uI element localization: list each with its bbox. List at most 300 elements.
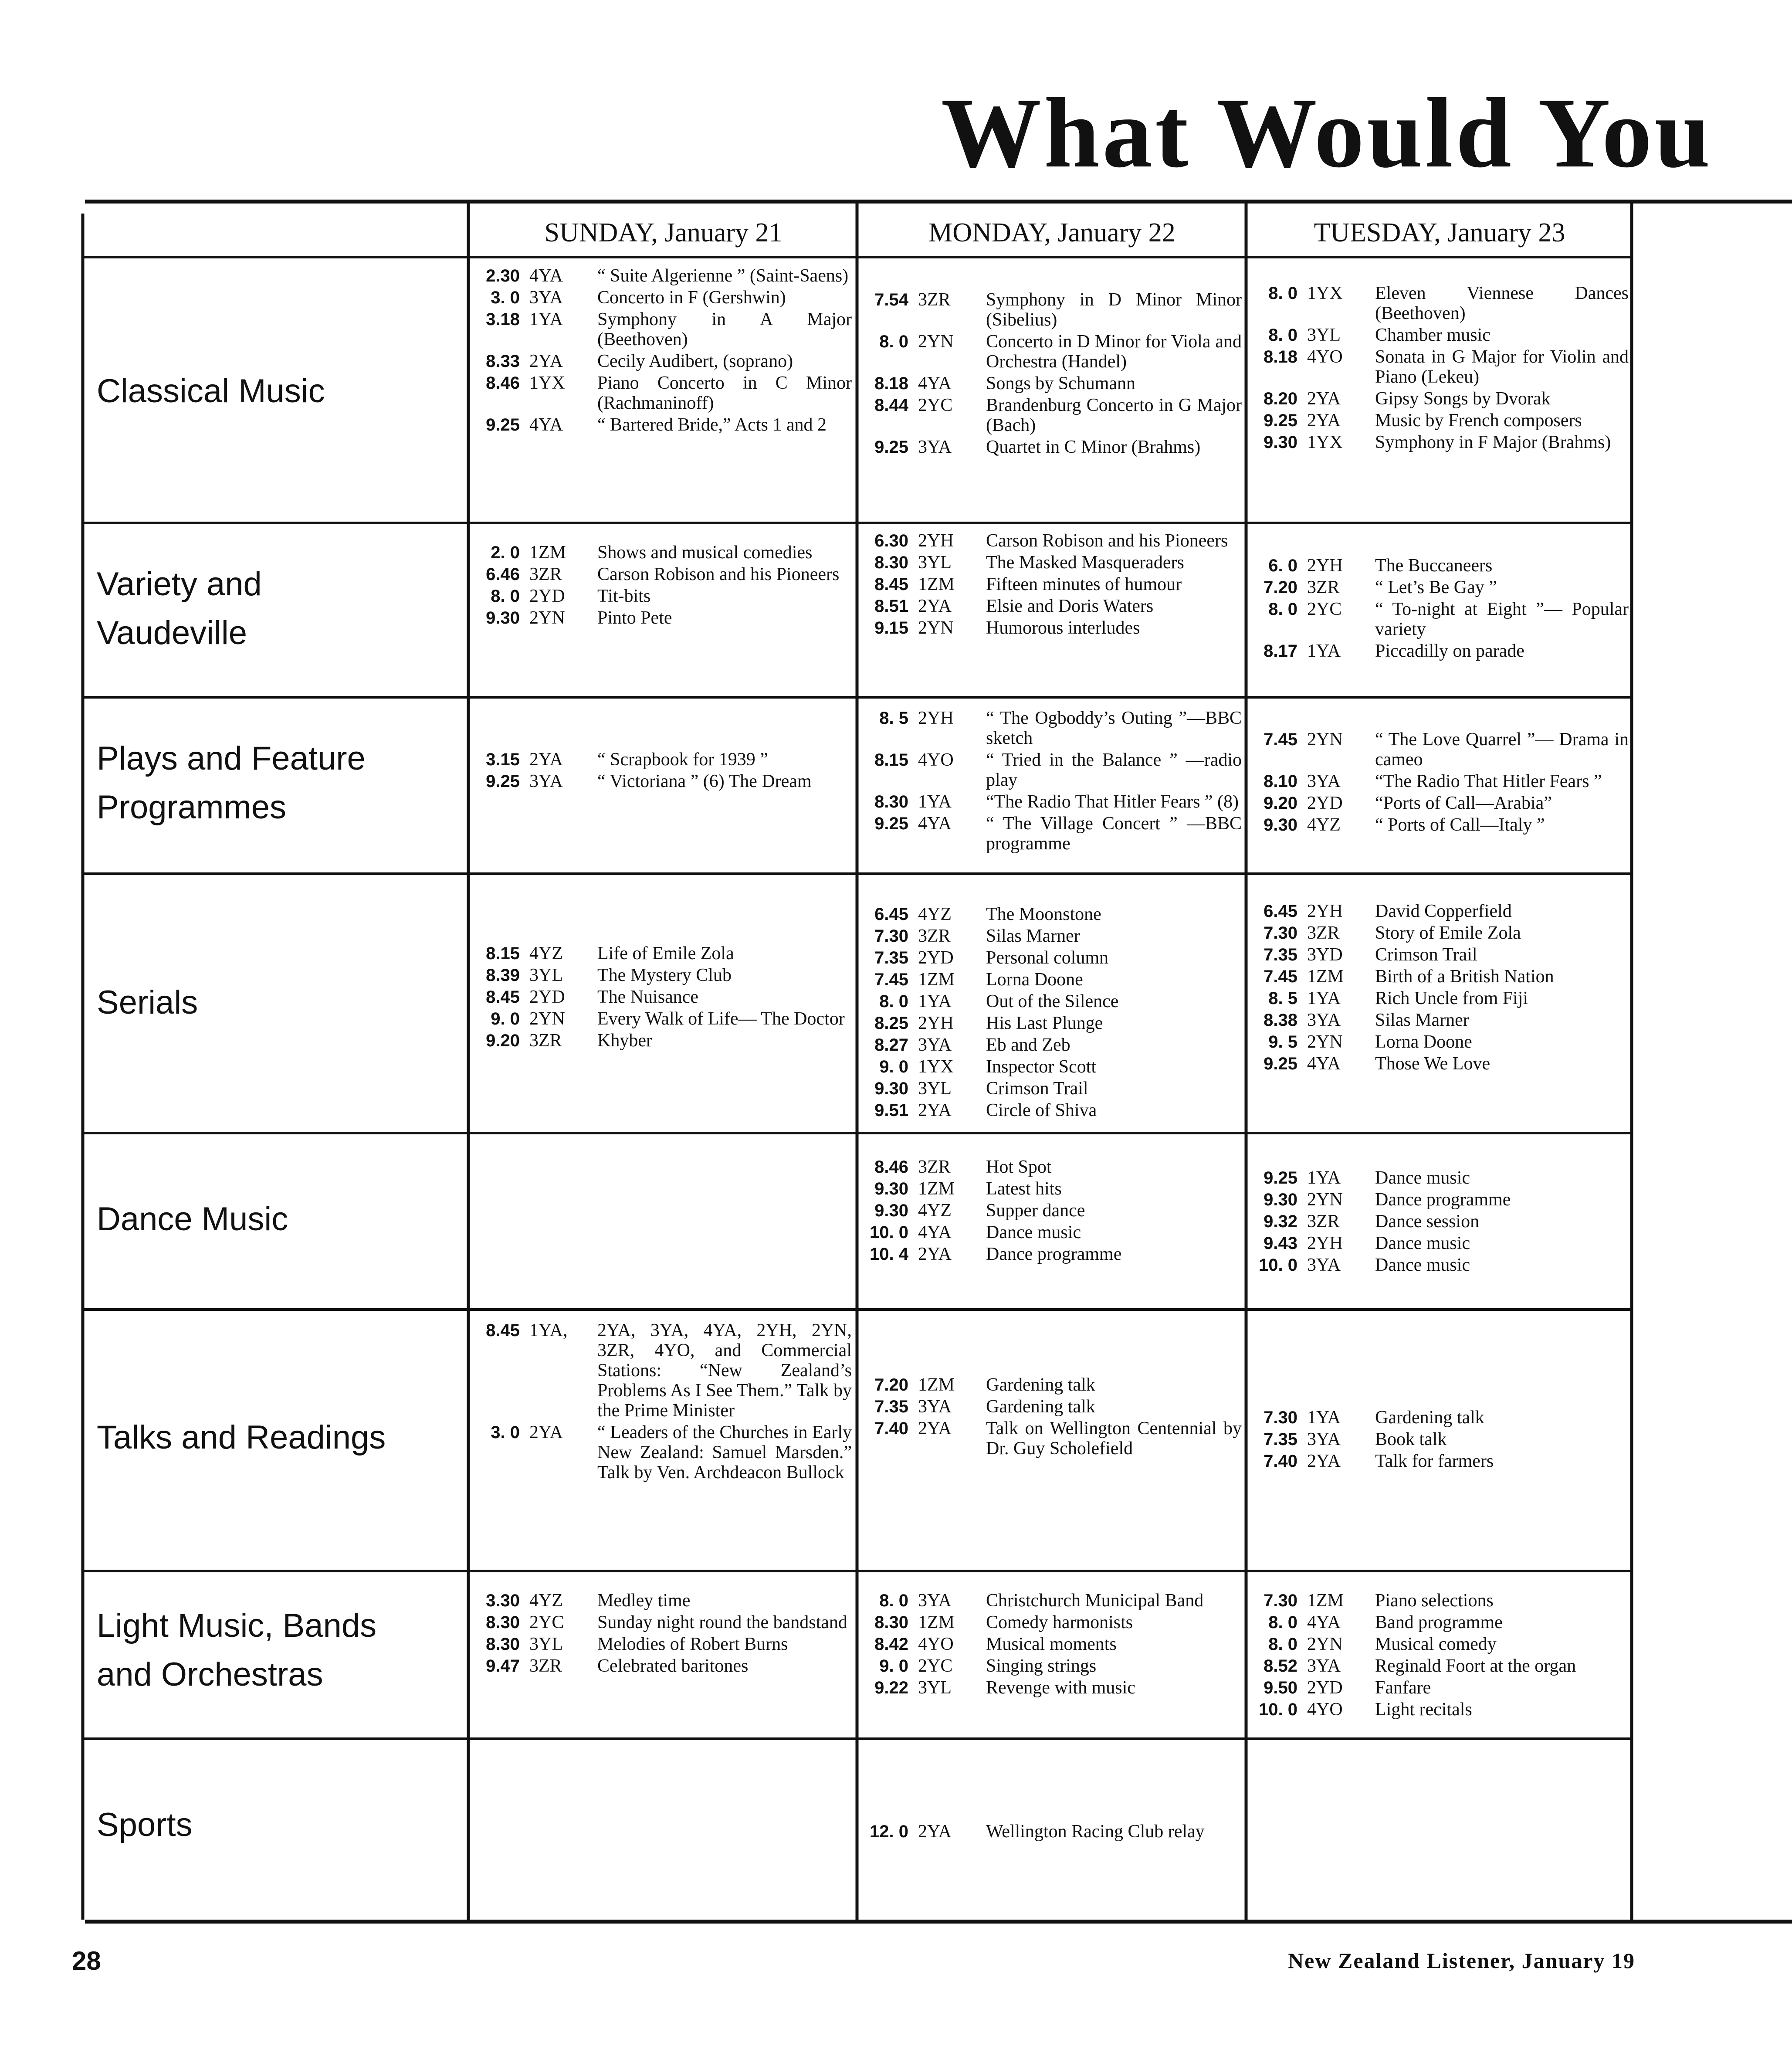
schedule-entry <box>861 1612 1242 1632</box>
entry-station: 2YD <box>529 586 565 606</box>
entry-station: 3YL <box>529 1634 563 1654</box>
entry-time: 9.25 <box>486 772 520 791</box>
entry-time: 9.25 <box>1264 411 1297 430</box>
entry-time: 9.20 <box>486 1031 520 1050</box>
entry-time: 9.15 <box>874 618 908 638</box>
entry-time: 8. 0 <box>1268 284 1297 303</box>
entry-time: 6. 0 <box>1268 556 1297 575</box>
schedule-entry <box>861 332 1242 372</box>
schedule-entry <box>1250 1700 1629 1720</box>
entry-station: 2YN <box>1307 1190 1343 1210</box>
entry-time: 9.43 <box>1264 1234 1297 1253</box>
entry-programme: “The Radio That Hitler Fears ” (8) <box>986 792 1239 812</box>
page-title: What Would You <box>941 77 1713 188</box>
entry-station: 3ZR <box>1307 923 1340 943</box>
entry-time: 8.46 <box>486 373 520 393</box>
cell-talks-monday <box>861 1375 1242 1460</box>
entry-station: 1YA <box>529 309 563 329</box>
schedule-entry <box>1250 411 1629 431</box>
entry-programme: Songs by Schumann <box>986 373 1136 394</box>
entry-time: 8.18 <box>874 374 908 393</box>
schedule-entry <box>1250 730 1629 770</box>
entry-programme: Light recitals <box>1375 1700 1472 1720</box>
row-label-light-music: Light Music, Bands and Orchestras <box>97 1607 377 1693</box>
schedule-entry <box>861 1634 1242 1654</box>
bottom-rule <box>85 1920 1792 1924</box>
entry-time: 9.20 <box>1264 794 1297 813</box>
entry-station: 4YZ <box>1307 815 1341 835</box>
entry-programme: Silas Marner <box>1375 1010 1469 1030</box>
cell-plays-tuesday <box>1250 730 1629 837</box>
entry-station: 2YA <box>1307 1451 1341 1471</box>
entry-station: 2YA <box>918 1244 952 1264</box>
schedule-entry <box>861 926 1242 946</box>
schedule-entry <box>473 750 852 770</box>
schedule-entry <box>473 608 852 628</box>
entry-station: 4YZ <box>918 1201 952 1221</box>
entry-time: 9. 0 <box>879 1656 908 1676</box>
schedule-entry <box>861 290 1242 330</box>
entry-station: 1YA, <box>529 1320 568 1340</box>
entry-time: 2.30 <box>486 266 520 285</box>
schedule-entry <box>1250 283 1629 323</box>
schedule-entry <box>861 970 1242 990</box>
schedule-entry <box>861 1057 1242 1077</box>
entry-station: 1YA <box>1307 641 1341 661</box>
schedule-entry <box>861 991 1242 1011</box>
schedule-entry <box>1250 1678 1629 1698</box>
schedule-entry <box>473 1031 852 1051</box>
entry-station: 4YA <box>529 415 563 435</box>
entry-station: 4YO <box>918 750 954 770</box>
entry-time: 7.35 <box>1264 1430 1297 1449</box>
entry-programme: Rich Uncle from Fiji <box>1375 988 1528 1008</box>
entry-station: 3YA <box>918 437 952 457</box>
entry-programme: Lorna Doone <box>1375 1032 1472 1052</box>
cell-serials-monday <box>861 904 1242 1122</box>
entry-time: 7.40 <box>1264 1452 1297 1471</box>
schedule-entry <box>1250 389 1629 409</box>
entry-programme: Comedy harmonists <box>986 1612 1133 1632</box>
entry-programme: “ Leaders of the Churches in Early New Zealand: Samuel Marsden.” Talk by Ven. Archdeacon Bullock <box>597 1422 852 1483</box>
entry-station: 3YA <box>918 1397 952 1417</box>
entry-time: 3.15 <box>486 750 520 769</box>
entry-station: 2YC <box>1307 599 1342 619</box>
entry-station: 1YA <box>1307 988 1341 1008</box>
entry-programme: The Buccaneers <box>1375 556 1493 576</box>
schedule-entry <box>1250 1211 1629 1232</box>
row-label-variety: Variety and Vaudeville <box>97 566 262 651</box>
entry-time: 8.15 <box>486 944 520 963</box>
cell-plays-monday <box>861 708 1242 855</box>
schedule-entry <box>1250 1255 1629 1275</box>
entry-station: 1ZM <box>529 543 566 563</box>
schedule-entry <box>861 553 1242 573</box>
entry-station: 4YO <box>1307 1700 1343 1720</box>
schedule-entry <box>473 266 852 286</box>
schedule-entry <box>1250 325 1629 345</box>
entry-programme: “ Victoriana ” (6) The Dream <box>597 771 812 791</box>
entry-time: 3.30 <box>486 1591 520 1610</box>
entry-time: 3. 0 <box>491 288 520 307</box>
entry-time: 9.30 <box>874 1079 908 1098</box>
entry-time: 8.45 <box>486 1321 520 1340</box>
entry-station: 2YA <box>529 750 563 770</box>
entry-time: 9.25 <box>1264 1168 1297 1188</box>
entry-programme: Personal column <box>986 948 1109 968</box>
entry-programme: Birth of a British Nation <box>1375 967 1554 987</box>
entry-time: 10. 4 <box>870 1245 908 1264</box>
entry-time: 7.45 <box>1264 967 1297 986</box>
schedule-entry <box>1250 1612 1629 1632</box>
entry-programme: Life of Emile Zola <box>597 943 734 964</box>
entry-station: 4YO <box>918 1634 954 1654</box>
schedule-entry <box>1250 1656 1629 1676</box>
entry-station: 2YC <box>918 1656 953 1676</box>
schedule-entry <box>861 1100 1242 1120</box>
schedule-entry <box>1250 771 1629 791</box>
schedule-entry <box>861 792 1242 812</box>
entry-time: 8. 0 <box>1268 1635 1297 1654</box>
entry-station: 4YZ <box>529 943 563 964</box>
entry-time: 7.35 <box>1264 945 1297 964</box>
entry-time: 7.20 <box>1264 578 1297 597</box>
schedule-entry <box>1250 1591 1629 1611</box>
cell-sports-monday <box>861 1822 1242 1843</box>
cell-light-monday <box>861 1591 1242 1700</box>
cell-variety-tuesday <box>1250 556 1629 663</box>
entry-programme: Dance music <box>1375 1233 1470 1253</box>
entry-station: 1ZM <box>918 1179 955 1199</box>
entry-time: 3.18 <box>486 310 520 329</box>
schedule-entry <box>473 373 852 413</box>
schedule-entry <box>473 987 852 1007</box>
schedule-entry <box>861 1157 1242 1177</box>
schedule-entry <box>473 1612 852 1632</box>
entry-programme: Out of the Silence <box>986 991 1119 1011</box>
entry-programme: Supper dance <box>986 1201 1085 1221</box>
entry-programme: “ Tried in the Balance ” —radio play <box>986 750 1242 790</box>
entry-time: 8.27 <box>874 1035 908 1055</box>
schedule-entry <box>861 1244 1242 1264</box>
entry-station: 2YD <box>918 948 954 968</box>
schedule-entry <box>861 708 1242 748</box>
entry-time: 7.30 <box>874 926 908 946</box>
entry-station: 1YA <box>1307 1408 1341 1428</box>
entry-programme: Band programme <box>1375 1612 1503 1632</box>
entry-programme: Melodies of Robert Burns <box>597 1634 788 1654</box>
entry-station: 2YH <box>918 708 954 728</box>
entry-programme: Symphony in F Major (Brahms) <box>1375 432 1611 452</box>
row-label-plays: Plays and Feature Programmes <box>97 740 366 826</box>
entry-programme: Musical comedy <box>1375 1634 1497 1654</box>
entry-programme: Crimson Trail <box>986 1079 1088 1099</box>
schedule-entry <box>861 373 1242 394</box>
entry-station: 3ZR <box>918 290 951 310</box>
entry-time: 8.45 <box>874 575 908 594</box>
entry-station: 3YL <box>1307 325 1341 345</box>
entry-time: 8. 0 <box>879 992 908 1011</box>
entry-programme: Gardening talk <box>986 1397 1095 1417</box>
entry-station: 3YA <box>1307 1656 1341 1676</box>
entry-station: 1YA <box>918 991 952 1011</box>
entry-programme: “ Let’s Be Gay ” <box>1375 577 1497 597</box>
entry-time: 8.30 <box>486 1635 520 1654</box>
entry-programme: Elsie and Doris Waters <box>986 596 1154 616</box>
entry-programme: Lorna Doone <box>986 970 1083 990</box>
schedule-entry <box>861 750 1242 790</box>
entry-time: 8. 5 <box>1268 989 1297 1008</box>
entry-programme: Every Walk of Life— The Doctor <box>597 1009 845 1029</box>
entry-station: 2YD <box>1307 1678 1343 1698</box>
row-label-sports: Sports <box>97 1806 193 1843</box>
day-header-tuesday: TUESDAY, January 23 <box>1314 218 1565 248</box>
schedule-entry <box>1250 923 1629 943</box>
schedule-entry <box>473 1656 852 1676</box>
entry-station: 2YA <box>918 1100 952 1120</box>
entry-programme: Latest hits <box>986 1179 1062 1199</box>
entry-time: 8.46 <box>874 1157 908 1177</box>
entry-programme: Chamber music <box>1375 325 1491 345</box>
row-label-dance: Dance Music <box>97 1201 288 1238</box>
entry-station: 2YA <box>529 351 563 371</box>
entry-programme: Story of Emile Zola <box>1375 923 1521 943</box>
entry-programme: Silas Marner <box>986 926 1080 946</box>
cell-variety-monday <box>861 531 1242 640</box>
entry-time: 8.30 <box>874 553 908 572</box>
entry-time: 9. 0 <box>879 1057 908 1076</box>
entry-station: 3YA <box>529 288 563 308</box>
entry-programme: “ The Village Concert ” —BBC programme <box>986 814 1242 854</box>
entry-time: 8.30 <box>874 1613 908 1632</box>
entry-time: 8.42 <box>874 1635 908 1654</box>
entry-time: 8.45 <box>486 987 520 1007</box>
entry-station: 2YN <box>1307 1634 1343 1654</box>
entry-station: 2YH <box>1307 1233 1343 1253</box>
entry-programme: Eb and Zeb <box>986 1035 1070 1055</box>
entry-station: 4YZ <box>918 904 952 924</box>
entry-station: 2YA <box>1307 411 1341 431</box>
entry-programme: Talk on Wellington Centennial by Dr. Guy Scholefield <box>986 1418 1242 1459</box>
entry-station: 2YA <box>918 1822 952 1842</box>
entry-time: 8.30 <box>486 1613 520 1632</box>
schedule-entry <box>473 288 852 308</box>
schedule-entry <box>861 1222 1242 1242</box>
entry-programme: Reginald Foort at the organ <box>1375 1656 1576 1676</box>
entry-time: 2. 0 <box>491 543 520 562</box>
entry-programme: Circle of Shiva <box>986 1100 1097 1120</box>
entry-programme: 2YA, 3YA, 4YA, 2YH, 2YN, 3ZR, 4YO, and Commercial Stations: “New Zealand’s Problems As I See Them.” Talk by the Prime Minister <box>597 1320 852 1421</box>
entry-programme: Shows and musical comedies <box>597 543 813 563</box>
cell-serials-sunday <box>473 943 852 1052</box>
entry-time: 8.15 <box>874 750 908 770</box>
entry-time: 6.45 <box>874 905 908 924</box>
entry-programme: Sunday night round the bandstand <box>597 1612 847 1632</box>
entry-station: 3YA <box>1307 1255 1341 1275</box>
entry-time: 8.33 <box>486 352 520 371</box>
entry-station: 1YX <box>918 1057 954 1077</box>
schedule-entry <box>861 1591 1242 1611</box>
entry-programme: Talk for farmers <box>1375 1451 1494 1471</box>
entry-station: 2YC <box>529 1612 564 1632</box>
entry-time: 7.35 <box>874 1397 908 1416</box>
schedule-entry <box>1250 1408 1629 1428</box>
entry-station: 2YH <box>1307 556 1343 576</box>
entry-station: 3YL <box>918 553 952 573</box>
entry-programme: Dance programme <box>1375 1190 1511 1210</box>
entry-time: 9.30 <box>874 1201 908 1220</box>
row-label-classical: Classical Music <box>97 373 325 410</box>
entry-station: 2YA <box>918 1418 952 1439</box>
entry-station: 3ZR <box>918 926 951 946</box>
entry-station: 3YA <box>1307 1010 1341 1030</box>
entry-programme: Fifteen minutes of humour <box>986 574 1182 594</box>
entry-time: 9.25 <box>1264 1054 1297 1073</box>
schedule-entry <box>861 1079 1242 1099</box>
schedule-entry <box>861 948 1242 968</box>
entry-programme: Piano selections <box>1375 1591 1494 1611</box>
cell-serials-tuesday <box>1250 901 1629 1076</box>
entry-station: 2YN <box>918 618 954 638</box>
entry-time: 8. 0 <box>879 332 908 351</box>
entry-station: 2YA <box>529 1422 563 1442</box>
entry-time: 8. 0 <box>1268 1613 1297 1632</box>
entry-time: 9.30 <box>486 608 520 628</box>
entry-station: 2YN <box>529 1009 565 1029</box>
schedule-entry <box>1250 599 1629 639</box>
entry-station: 3ZR <box>1307 577 1340 597</box>
entry-time: 7.45 <box>874 970 908 989</box>
entry-time: 8.30 <box>874 792 908 811</box>
entry-programme: Dance programme <box>986 1244 1122 1264</box>
entry-time: 9.25 <box>486 415 520 434</box>
entry-programme: Celebrated baritones <box>597 1656 749 1676</box>
entry-station: 4YA <box>918 814 952 834</box>
entry-programme: Piano Concerto in C Minor (Rachmaninoff) <box>597 373 852 413</box>
entry-time: 7.40 <box>874 1419 908 1438</box>
entry-station: 3ZR <box>1307 1211 1340 1232</box>
entry-station: 1YA <box>1307 1168 1341 1188</box>
entry-time: 9.30 <box>874 1179 908 1198</box>
entry-station: 3ZR <box>529 564 562 584</box>
entry-programme: Concerto in D Minor for Viola and Orchestra (Handel) <box>986 332 1242 372</box>
entry-programme: Piccadilly on parade <box>1375 641 1524 661</box>
entry-station: 1YX <box>1307 432 1343 452</box>
schedule-entry <box>473 965 852 985</box>
entry-time: 9.25 <box>874 438 908 457</box>
entry-programme: Dance music <box>1375 1255 1470 1275</box>
entry-time: 9.30 <box>1264 433 1297 452</box>
entry-station: 1ZM <box>918 970 955 990</box>
schedule-entry <box>861 1822 1242 1842</box>
entry-time: 10. 0 <box>870 1223 908 1242</box>
entry-programme: Khyber <box>597 1031 652 1051</box>
entry-time: 7.54 <box>874 290 908 309</box>
schedule-entry <box>861 1201 1242 1221</box>
entry-programme: Humorous interludes <box>986 618 1140 638</box>
entry-station: 1YX <box>1307 283 1343 303</box>
entry-station: 3YL <box>529 965 563 985</box>
schedule-entry <box>861 596 1242 616</box>
schedule-entry <box>861 1375 1242 1395</box>
entry-programme: Tit-bits <box>597 586 651 606</box>
schedule-entry <box>861 1397 1242 1417</box>
entry-time: 7.30 <box>1264 1591 1297 1610</box>
entry-programme: Dance session <box>1375 1211 1480 1232</box>
schedule-entry <box>1250 1429 1629 1449</box>
entry-time: 10. 0 <box>1259 1255 1297 1275</box>
schedule-entry <box>473 771 852 791</box>
cell-dance-monday <box>861 1157 1242 1266</box>
entry-station: 4YA <box>918 373 952 394</box>
entry-station: 4YA <box>1307 1054 1341 1074</box>
entry-station: 3ZR <box>529 1656 562 1676</box>
cell-classical-sunday <box>473 266 852 437</box>
entry-time: 6.46 <box>486 565 520 584</box>
entry-station: 2YA <box>918 596 952 616</box>
entry-station: 1ZM <box>918 1612 955 1632</box>
entry-programme: Sonata in G Major for Violin and Piano (Lekeu) <box>1375 347 1629 387</box>
entry-time: 9.51 <box>874 1101 908 1120</box>
entry-programme: Book talk <box>1375 1429 1447 1449</box>
entry-time: 7.45 <box>1264 730 1297 749</box>
schedule-entry <box>473 564 852 584</box>
schedule-entry <box>1250 1054 1629 1074</box>
day-header-sunday: SUNDAY, January 21 <box>544 218 783 248</box>
entry-station: 2YC <box>918 395 953 415</box>
schedule-entry <box>473 586 852 606</box>
entry-station: 4YA <box>529 266 563 286</box>
entry-time: 7.30 <box>1264 923 1297 943</box>
entry-programme: Gardening talk <box>1375 1408 1484 1428</box>
schedule-entry <box>861 395 1242 435</box>
schedule-entry <box>861 1656 1242 1676</box>
cell-plays-sunday <box>473 750 852 793</box>
entry-station: 1YA <box>918 792 952 812</box>
entry-time: 7.30 <box>1264 1408 1297 1427</box>
entry-station: 3YL <box>918 1678 952 1698</box>
entry-time: 8.20 <box>1264 389 1297 408</box>
entry-time: 8.52 <box>1264 1656 1297 1676</box>
entry-programme: “ Ports of Call—Italy ” <box>1375 815 1545 835</box>
entry-time: 8.38 <box>1264 1011 1297 1030</box>
cell-talks-tuesday <box>1250 1408 1629 1473</box>
schedule-entry <box>861 531 1242 551</box>
entry-time: 8. 0 <box>1268 600 1297 619</box>
entry-station: 3YL <box>918 1079 952 1099</box>
schedule-entry <box>473 543 852 563</box>
entry-programme: “Ports of Call—Arabia” <box>1375 793 1552 813</box>
entry-programme: “ Suite Algerienne ” (Saint-Saens) <box>597 266 849 286</box>
schedule-entry <box>473 1634 852 1654</box>
footer-publication: New Zealand Listener, January 19 <box>1288 1948 1635 1973</box>
entry-time: 8.51 <box>874 597 908 616</box>
entry-programme: His Last Plunge <box>986 1013 1103 1033</box>
schedule-entry <box>1250 793 1629 813</box>
row-label-talks: Talks and Readings <box>97 1419 386 1456</box>
entry-time: 9.25 <box>874 814 908 833</box>
entry-programme: Dance music <box>1375 1168 1470 1188</box>
entry-programme: Music by French composers <box>1375 411 1582 431</box>
schedule-entry <box>1250 1010 1629 1030</box>
schedule-entry <box>1250 945 1629 965</box>
schedule-entry <box>1250 967 1629 987</box>
schedule-entry <box>1250 988 1629 1008</box>
schedule-entry <box>473 1422 852 1483</box>
entry-station: 1YX <box>529 373 565 393</box>
entry-time: 7.20 <box>874 1375 908 1395</box>
schedule-entry <box>861 1418 1242 1459</box>
